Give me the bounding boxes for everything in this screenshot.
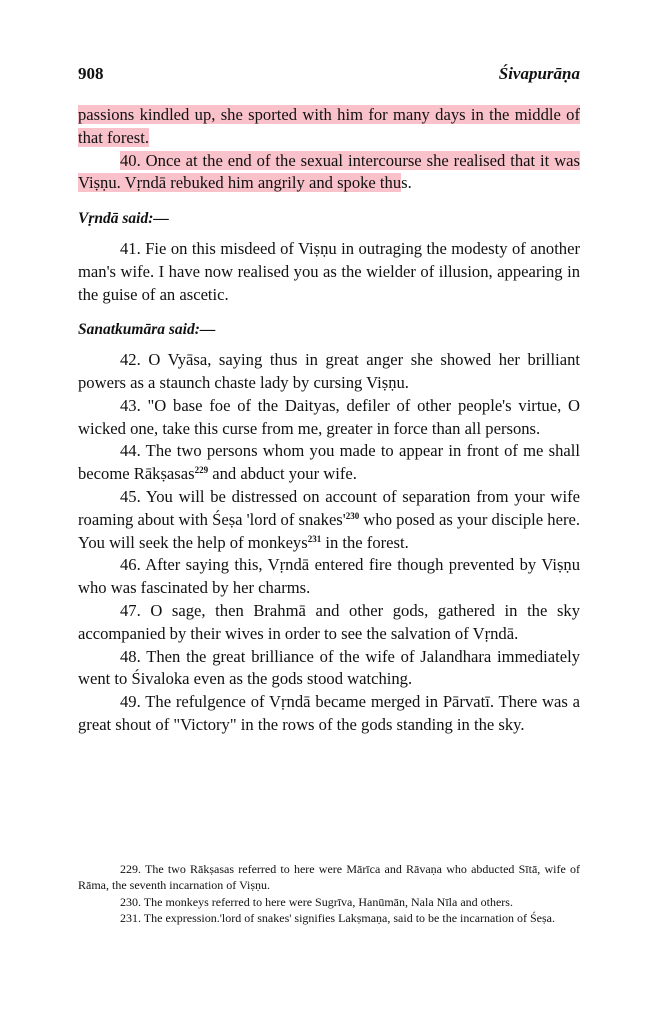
footnote-ref-231: 231 [307,533,322,544]
verse-41: 41. Fie on this misdeed of Viṣṇu in outraging the modesty of another man's wife. I have now realised you as the wielder of illusion, appearing in the guise of an ascetic. [78,238,580,304]
verse-text: s. [401,173,412,193]
verse-text: in the forest. [321,532,409,552]
speaker-heading-sanatkumara: Sanatkumāra said:— [78,321,216,339]
highlighted-text: passions kindled up, she sported with him for many days in the middle of that forest. [78,105,580,147]
running-title: Śivapurāṇa [498,64,580,83]
page-header [78,60,580,90]
verse-43: 43. "O base foe of the Daityas, defiler of other people's virtue, O wicked one, take this curse from me, greater in force than all persons. [78,395,580,438]
verse-45 [78,486,580,554]
verse-49: 49. The refulgence of Vṛndā became merged in Pārvatī. There was a great shout of "Victory" in the rows of the gods standing in the sky. [78,692,580,734]
footnote-ref-230: 230 [345,510,360,521]
verse-44 [78,440,580,486]
verse-42: 42. O Vyāsa, saying thus in great anger she showed her brilliant powers as a staunch chaste lady by cursing Viṣṇu. [78,350,580,392]
verse-text: who posed as your disciple here. You will seek the help of monkeys [78,509,581,552]
verse-text: and abduct your wife. [208,464,357,484]
highlighted-text: 40. Once at the end of the sexual intercourse she realised that it was Viṣṇu. Vṛndā rebuked him angrily and spoke thu [78,150,580,193]
footnote-ref-229: 229 [194,465,209,476]
footnote-230: 230. The monkeys referred to here were Sugrīva, Hanūmān, Nala Nīla and others. [120,894,513,909]
footnote-231: 231. The expression.'lord of snakes' signifies Lakṣmaṇa, said to be the incarnation of Śeṣa. [120,911,555,926]
verse-text: 45. You will be distressed on account of separation from your wife roaming about with Śeṣa 'lord of snakes' [78,486,580,529]
footnote-229: 229. The two Rākṣasas referred to here were Mārīca and Rāvaṇa who abducted Sītā, wife of Rāma, the seventh incarnation of Viṣṇu. [78,862,580,892]
main-text [78,104,580,737]
verse-47: 47. O sage, then Brahmā and other gods, gathered in the sky accompanied by their wives in order to see the salvation of Vṛndā. [78,600,580,643]
verse-40 [78,150,580,196]
paragraph-intro [78,104,580,150]
speaker-heading-vrnda: Vṛndā said:— [78,210,169,228]
book-page [78,60,581,926]
verse-text: 44. The two persons whom you made to appear in front of me shall become Rākṣasas [78,441,580,484]
footnotes [78,862,580,928]
verse-48: 48. Then the great brilliance of the wife of Jalandhara immediately went to Śivaloka even as the gods stood watching. [78,646,580,689]
page-number: 908 [78,64,104,83]
verse-46: 46. After saying this, Vṛndā entered fire though prevented by Viṣṇu who was fascinated by her charms. [78,555,580,598]
